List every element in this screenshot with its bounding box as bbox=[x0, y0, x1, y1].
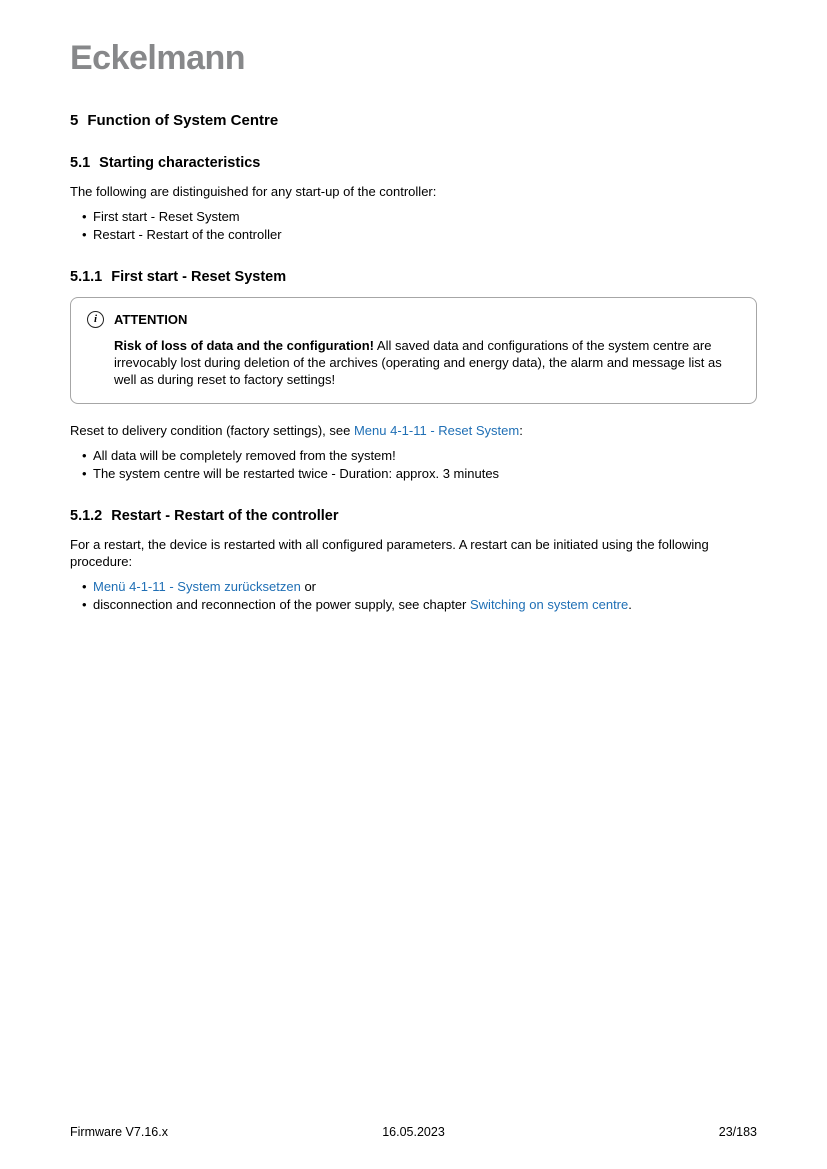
section-5-1-2-number: 5.1.2 bbox=[70, 508, 103, 524]
footer-page-number: 23/183 bbox=[718, 1125, 757, 1139]
section-5-1-1-number: 5.1.1 bbox=[70, 269, 103, 285]
list-item bbox=[82, 596, 757, 614]
section-5-1-title: Starting characteristics bbox=[99, 155, 261, 171]
attention-text-body: All saved data and configurations of the system centre are irrevocably lost during deletion of the archives (operating and energy data), the alarm and message list as well as during reset to factory settings! bbox=[114, 338, 722, 387]
reset-paragraph bbox=[70, 422, 757, 439]
section-5-1-intro: The following are distinguished for any start-up of the controller: bbox=[70, 184, 437, 199]
reset-paragraph-suffix: : bbox=[519, 423, 523, 438]
attention-header bbox=[87, 311, 740, 328]
section-5-1-2-heading bbox=[70, 508, 757, 524]
attention-text-lead: Risk of loss of data and the configuration! bbox=[114, 338, 375, 353]
section-5-1-1 bbox=[70, 269, 757, 482]
section-5-1-1-list bbox=[70, 447, 757, 482]
section-5-1-1-heading bbox=[70, 269, 757, 285]
section-5-1-2-list bbox=[70, 578, 757, 613]
list-item: • The system centre will be restarted twice - Duration: approx. 3 minutes bbox=[82, 465, 757, 483]
reset-paragraph-prefix: Reset to delivery condition (factory settings), see bbox=[70, 423, 354, 438]
eckelmann-logo: Eckelmann bbox=[70, 39, 246, 77]
section-5-1-1-title: First start - Reset System bbox=[111, 269, 287, 285]
info-icon: i bbox=[87, 311, 104, 328]
chapter-number: 5 bbox=[70, 112, 79, 129]
chapter-heading bbox=[70, 112, 757, 129]
list-item-prefix: disconnection and reconnection of the power supply, see chapter bbox=[93, 596, 470, 612]
chapter-title: Function of System Centre bbox=[87, 112, 279, 129]
section-5-1-2-intro: For a restart, the device is restarted with all configured parameters. A restart can be initiated using the following procedure: bbox=[70, 537, 709, 569]
link-menu-4-1-11-system-zuruecksetzen[interactable]: Menü 4-1-11 - System zurücksetzen bbox=[93, 579, 301, 594]
list-item-suffix: . bbox=[628, 596, 632, 612]
section-5-1-heading bbox=[70, 155, 757, 171]
list-item: • All data will be completely removed from the system! bbox=[82, 447, 757, 465]
attention-box bbox=[70, 297, 757, 404]
page-footer bbox=[70, 1125, 757, 1139]
link-menu-4-1-11-reset-system[interactable]: Menu 4-1-11 - Reset System bbox=[353, 423, 520, 438]
link-switching-on-system-centre[interactable]: Switching on system centre bbox=[470, 596, 629, 612]
list-item-suffix: or bbox=[300, 579, 317, 594]
section-5-1-2 bbox=[70, 508, 757, 613]
section-5-1-number: 5.1 bbox=[70, 155, 91, 171]
footer-date: 16.05.2023 bbox=[382, 1125, 445, 1139]
section-5-1 bbox=[70, 155, 757, 243]
list-item: • First start - Reset System bbox=[82, 208, 757, 226]
section-5-1-2-title: Restart - Restart of the controller bbox=[111, 508, 339, 524]
list-item bbox=[82, 578, 757, 596]
attention-title: ATTENTION bbox=[114, 312, 188, 327]
attention-text bbox=[114, 337, 736, 388]
list-item: • Restart - Restart of the controller bbox=[82, 226, 757, 244]
section-5-1-list bbox=[70, 208, 757, 243]
footer-firmware-version: Firmware V7.16.x bbox=[70, 1125, 168, 1139]
